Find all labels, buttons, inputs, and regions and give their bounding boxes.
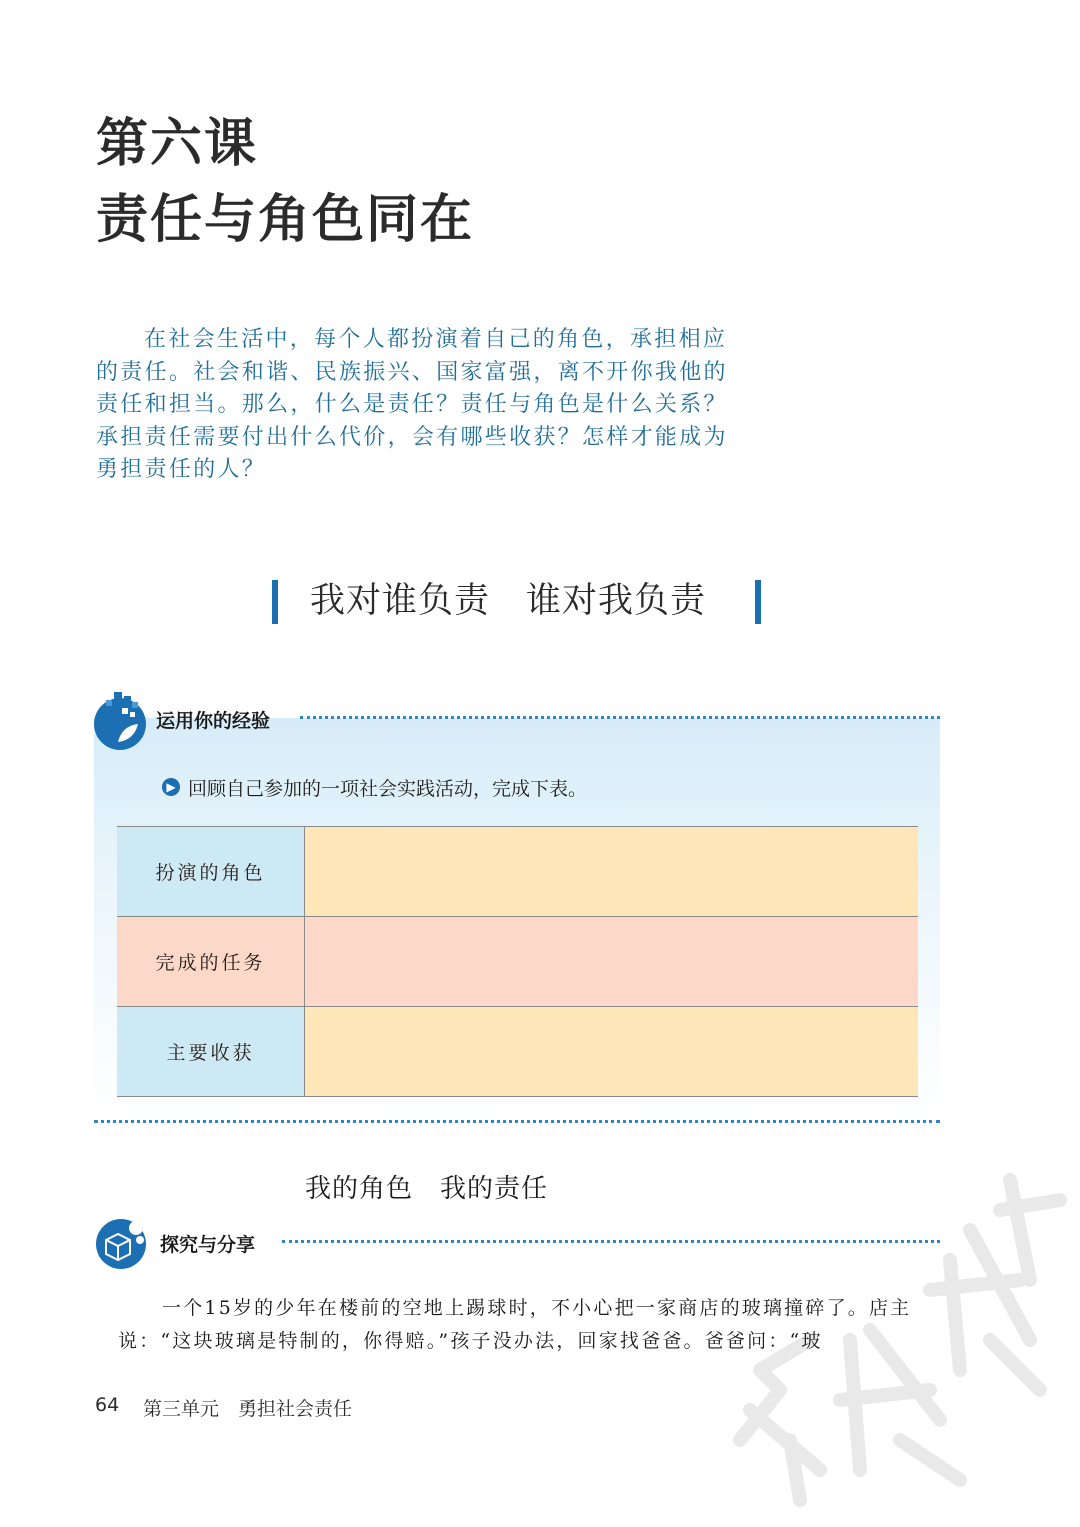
section-title: 我对谁负责 谁对我负责 xyxy=(310,581,707,621)
intro-paragraph: 在社会生活中，每个人都扮演着自己的角色，承担相应的责任。社会和谐、民族振兴、国家富强，离不开你我他的责任和担当。那么，什么是责任？责任与角色是什么关系？承担责任需要付出什么代价，会有哪些收获？怎样才能成为勇担责任的人？ xyxy=(96,327,728,482)
row-label: 完成的任务 xyxy=(117,917,305,1007)
explore-body-text xyxy=(118,1292,948,1358)
table-row xyxy=(117,827,918,917)
section-bar-right xyxy=(755,580,761,624)
dotted-divider-top xyxy=(300,716,940,719)
experience-icon xyxy=(92,690,154,752)
lesson-number: 第六课 xyxy=(96,114,259,174)
experience-instruction: 回顾自己参加的一项社会实践活动，完成下表。 xyxy=(188,778,588,800)
lesson-title: 责任与角色同在 xyxy=(96,190,475,250)
row-label: 扮演的角色 xyxy=(117,827,305,917)
answer-cell[interactable] xyxy=(305,917,919,1007)
row-label: 主要收获 xyxy=(117,1007,305,1097)
subsection-title: 我的角色 我的责任 xyxy=(305,1174,549,1204)
answer-cell[interactable] xyxy=(305,827,919,917)
explore-text: 一个15岁的少年在楼前的空地上踢球时，不小心把一家商店的玻璃撞碎了。店主说：“这块玻璃是特制的，你得赔。”孩子没办法，回家找爸爸。爸爸问：“玻 xyxy=(118,1297,912,1352)
unit-title: 第三单元 勇担社会责任 xyxy=(143,1398,353,1420)
explore-heading: 探究与分享 xyxy=(160,1234,256,1256)
page-number: 64 xyxy=(95,1394,120,1416)
experience-heading: 运用你的经验 xyxy=(156,710,271,732)
arrow-bullet-icon: ▶ xyxy=(162,778,180,796)
explore-icon xyxy=(94,1216,150,1272)
table-row xyxy=(117,917,918,1007)
record-table xyxy=(117,826,918,1097)
table-row xyxy=(117,1007,918,1097)
section-bar-left xyxy=(272,580,278,624)
answer-cell[interactable] xyxy=(305,1007,919,1097)
dotted-divider-explore xyxy=(282,1240,940,1243)
dotted-divider-bottom xyxy=(94,1120,940,1123)
